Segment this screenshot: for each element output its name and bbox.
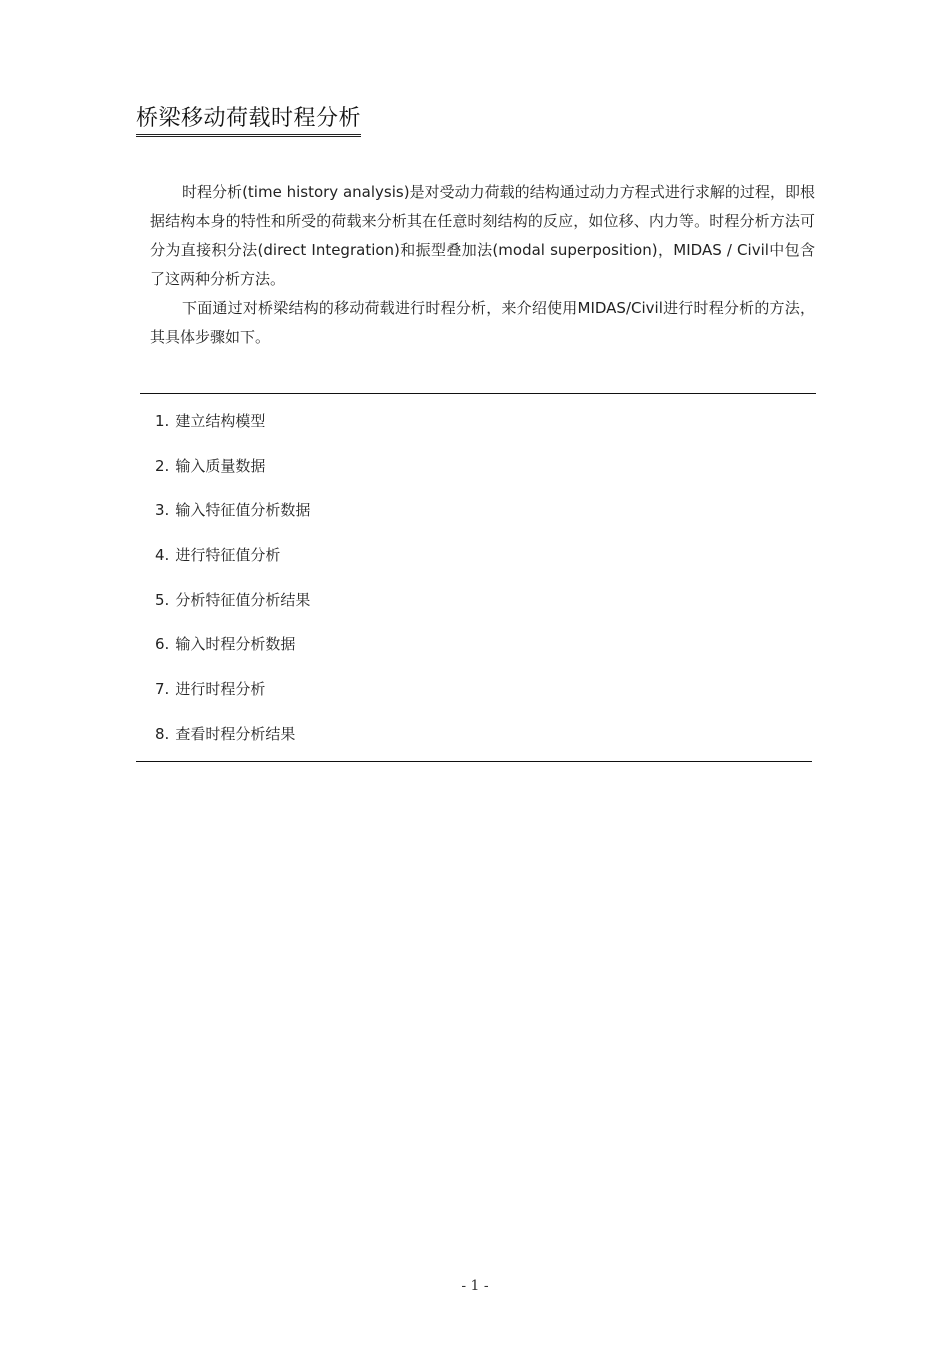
step-text: 输入时程分析数据 <box>175 635 296 654</box>
step-text: 查看时程分析结果 <box>175 724 296 743</box>
bottom-divider <box>136 761 812 762</box>
intro-paragraph-1: 时程分析(time history analysis)是对受动力荷载的结构通过动力方程式进行求解的过程，即根据结构本身的特性和所受的荷载来分析其在任意时刻结构的反应，如位移、内力等。时程分析方法可分为直接积分法(direct Integration)和振型叠加法(modal superposition)，MIDAS / Civil中包含了这两种分析方法。 <box>150 183 815 288</box>
step-number: 4. <box>155 546 170 565</box>
document-title: 桥梁移动荷载时程分析 <box>136 104 361 137</box>
step-item <box>155 542 310 587</box>
step-number: 2. <box>155 456 170 475</box>
step-text: 进行特征值分析 <box>175 546 281 565</box>
steps-list <box>155 408 310 766</box>
step-item <box>155 721 310 766</box>
step-number: 6. <box>155 635 170 654</box>
step-number: 3. <box>155 501 170 520</box>
step-item <box>155 453 310 498</box>
step-text: 建立结构模型 <box>175 412 266 430</box>
step-number: 1. <box>155 412 170 430</box>
intro-section <box>150 178 815 352</box>
step-item <box>155 676 310 721</box>
page-number: - 1 - <box>461 1278 489 1294</box>
step-text: 输入质量数据 <box>175 456 266 475</box>
step-text: 进行时程分析 <box>175 680 266 699</box>
step-item <box>155 497 310 542</box>
step-number: 5. <box>155 590 170 609</box>
step-item <box>155 408 310 453</box>
step-text: 分析特征值分析结果 <box>175 590 311 609</box>
step-text: 输入特征值分析数据 <box>175 501 311 520</box>
intro-paragraph-2: 下面通过对桥梁结构的移动荷载进行时程分析，来介绍使用MIDAS/Civil进行时程分析的方法，其具体步骤如下。 <box>150 299 815 346</box>
top-divider <box>140 393 816 394</box>
step-item <box>155 587 310 632</box>
step-item <box>155 631 310 676</box>
step-number: 7. <box>155 680 170 699</box>
step-number: 8. <box>155 724 170 743</box>
